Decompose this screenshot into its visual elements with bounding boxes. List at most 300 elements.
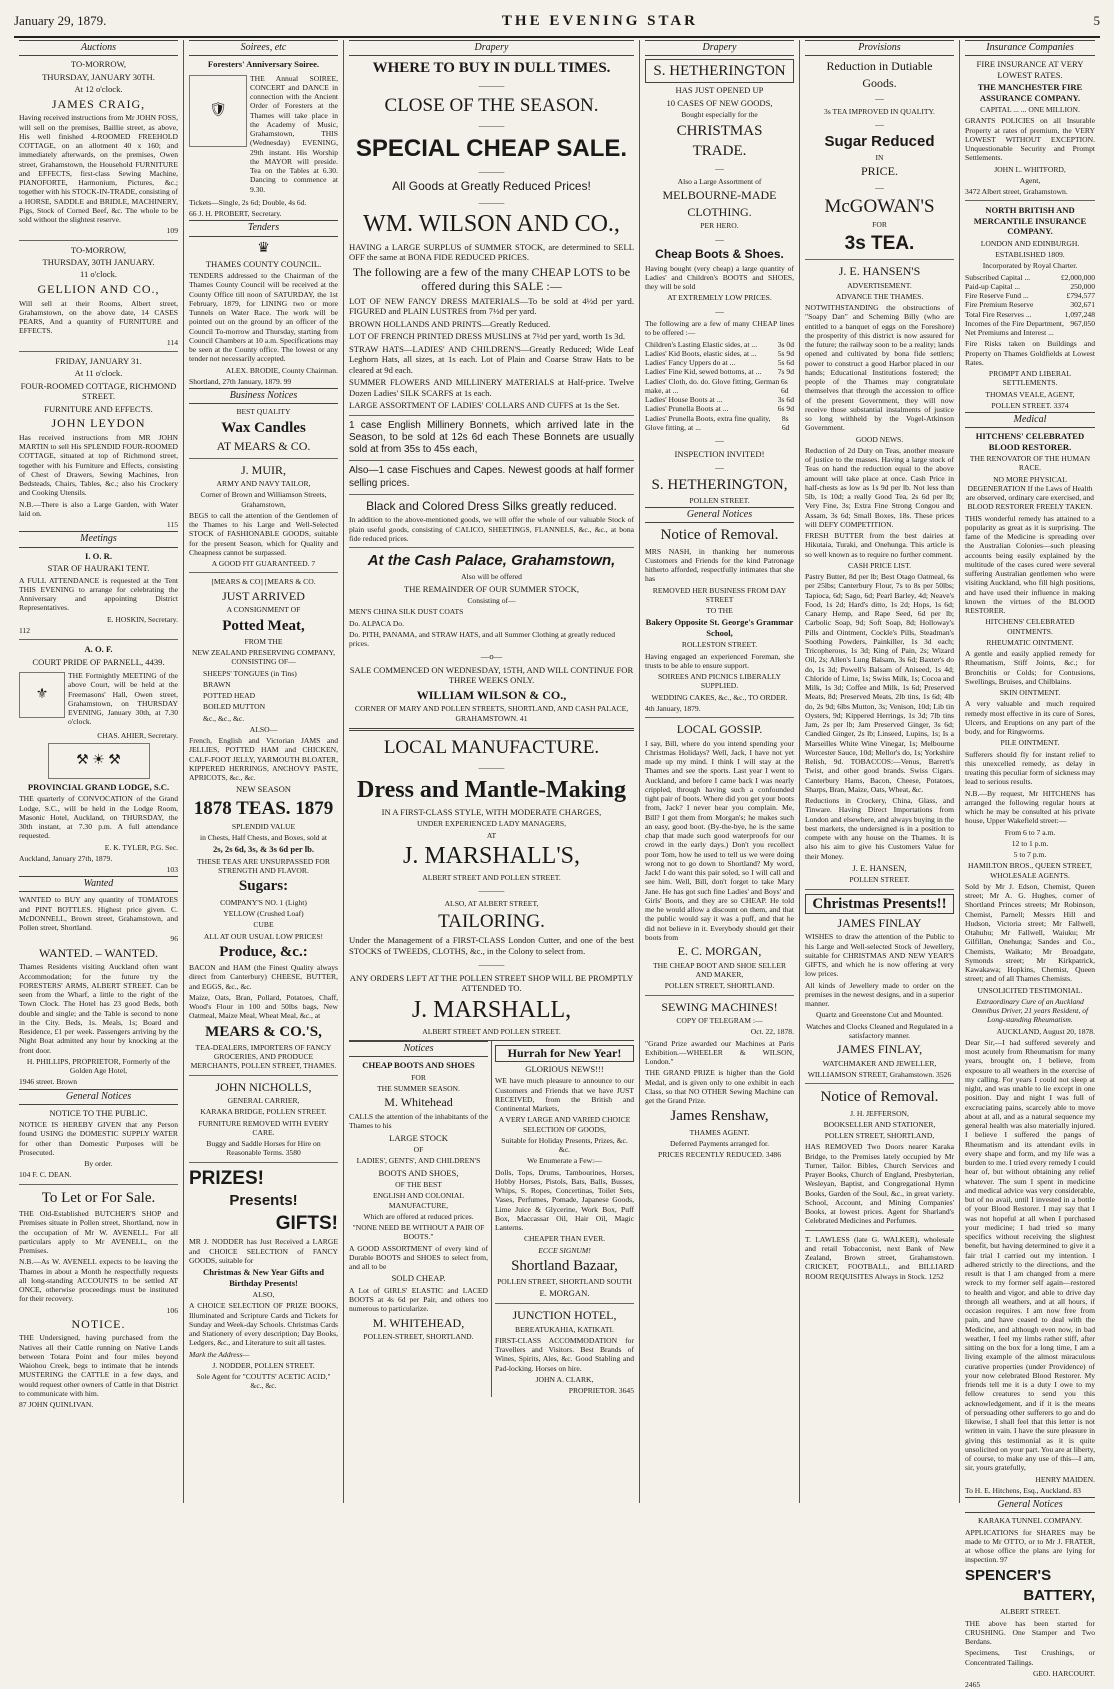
ad-text: BOOTS AND SHOES, — [378, 1167, 459, 1178]
ad-text: POLLEN STREET. — [689, 495, 750, 505]
dateline: Oct. 22, 1878. — [750, 1027, 794, 1037]
ad-headline: JUNCTION HOTEL, — [512, 1307, 617, 1322]
newspaper-columns — [14, 40, 1100, 1689]
ad-headline: Sugar Reduced — [824, 132, 935, 150]
price-item: Ladies' Prunella Boots at ... — [645, 404, 729, 414]
finance-label: Fire Premium Reserve — [965, 300, 1034, 310]
price-row — [645, 395, 794, 404]
tender-body: TENDERS addressed to the Chairman of the Thames County Council will be received at the County Office till noon of SATURDAY, the 1st February, 1879, for LINING two or more Tunnels on Water Race. The work will be pointed out on the ground by an officer of the Council To-morrow and Thursday, starting from Council Chambers at 10 a.m. Specifications may be seen at the County office. The lowest or any tender not necessarily accepted. — [189, 271, 338, 364]
ad-body: All kinds of Jewellery made to order on the premises in the newest designs, and in a superior manner. — [805, 980, 954, 1009]
auction-item: FURNITURE AND EFFECTS. — [44, 403, 153, 414]
ad-text: Extraordinary Cure of an Auckland Omnibus Driver, 21 years Resident, of Long-standing Rheumatism. — [971, 996, 1089, 1025]
ad-body: FURNITURE REMOVED WITH EVERY CARE. — [198, 1118, 329, 1137]
ad-text: UNDER EXPERIENCED LADY MANAGERS, — [416, 819, 567, 829]
column-drapery-main — [344, 40, 640, 1503]
council-name: THAMES COUNTY COUNCIL. — [205, 258, 322, 269]
hours: 12 to 1 p.m. — [1011, 838, 1049, 848]
finance-value: 302,671 — [1070, 300, 1095, 310]
price-row — [645, 340, 794, 349]
ad-text: LARGE STOCK — [389, 1132, 448, 1143]
ad-text: 3472 Albert street, Grahamstown. — [965, 187, 1068, 197]
ad-headline: Shortland Bazaar, — [511, 1257, 618, 1274]
ad-text: CASH PRICE LIST. — [848, 560, 911, 570]
ad-body: HAVING a LARGE SURPLUS of SUMMER STOCK, are determined to SELL OFF the same at BONA FIDE REDUCED PRICES. — [349, 241, 634, 263]
finance-row — [965, 291, 1095, 300]
ad-text: POLLEN STREET. 3374 — [991, 400, 1069, 410]
ad-text: A GOOD FIT GUARANTEED. 7 — [211, 559, 316, 569]
ad-headline: JOHN NICHOLLS, — [215, 1079, 312, 1094]
notice-body: NOTICE IS HEREBY GIVEN that any Person found USING the DOMESTIC SUPPLY WATER for other than Domestic Purposes will be Prosecuted. — [19, 1120, 178, 1157]
auction-body: Has received instructions from MR JOHN MARTIN to sell His SPLENDID FOUR-ROOMED COTTAGE, situated at top of Richmond street, together with his Furniture and Effects, consisting of Chest of Drawers, Sewing Machines, Iron Bedsteads, Chairs, Tables, &c.; also his Crockery and Cooking Utensils. — [19, 432, 178, 498]
ad-body: Fire Risks taken on Buildings and Property on Thames Goldfields at Lowest Rates. — [965, 339, 1095, 367]
ad-text: WATCHMAKER AND JEWELLER, — [822, 1058, 937, 1068]
ad-headline: J. MARSHALL, — [411, 996, 572, 1023]
ad-text: TO THE — [706, 606, 733, 616]
ad-text: AT MEARS & CO. — [216, 438, 311, 453]
signature: GEO. HARCOURT. — [1032, 1668, 1095, 1678]
ad-number: 103 — [166, 865, 178, 874]
ad-headline: LOCAL MANUFACTURE. — [383, 736, 600, 758]
divider: ——— — [478, 120, 505, 131]
ad-body: 1 case English Millinery Bonnets, which arrived late in the Season, to be sold at 12s 6d each These Bonnets are usually sold at from 35s to 45s each, — [349, 419, 634, 456]
ad-text: Corner of Brown and Williamson Streets, Grahamstown, — [200, 490, 327, 509]
list-item: YELLOW (Crushed Loaf) — [223, 909, 304, 919]
soiree-body: THE Annual SOIREE, CONCERT and DANCE in connection with the Ancient Order of Foresters at the Thames will take place in the Academy of Music, Grahamstown, THIS (Wednesday) EVENING, 29th instant. His Worship the MAYOR will preside. Tea on the Tables at 6.30. Dancing to commence at 9.30. — [250, 73, 338, 194]
divider: ——— — [478, 80, 505, 91]
section-heading: Insurance Companies — [965, 40, 1095, 56]
ad-body: NOTWITHSTANDING the obstructions of "Soapy Dan" and Scheming Billy (who are entitled to a banquet of eggs on the Foreshore) the prosperity of this district is now assured for the future; the railway soon to be a reality; lands opened and cultivated by bona fide settlers; power to construct a good Harbor placed in our hands; Educational Institutions fostered; the people of the Thames may congratulate themselves that through the accession to office of the present Government, they will now receive those substantial instalments of justice so long withheld by the Vogel-Atkinson Government. — [805, 303, 954, 433]
ad-text: THAMES AGENT. — [689, 1127, 750, 1137]
list-item: STRAW HATS—LADIES' AND CHILDREN'S—Greatly Reduced; Wide Leaf Leghorn Hats, all sizes, at 1s each. Lot of Plain and Coarse Straw Hats to be cleared at 9d each. — [349, 343, 634, 375]
signature: E. K. TYLER, P.G. Sec. — [104, 842, 178, 852]
ad-text: OF THE BEST — [395, 1180, 442, 1190]
ad-body: WE have much pleasure to announce to our Customers and Friends that we have JUST RECEIVED, from the British and Continental Markets, — [495, 1076, 634, 1114]
signature: 66 J. H. PROBERT, Secretary. — [189, 209, 282, 219]
signature: 104 F. C. DEAN. — [19, 1170, 72, 1180]
divider — [189, 572, 338, 573]
ad-body: THIS wonderful remedy has attained to a popularity as great as it is surprising. The fame of the Medicine is spreading over the Australian Colonies—such pleasing accounts being easily explained by the multitude of the cases cured were several suffering Australian gentlemen who were visiting Auckland, who fill high positions, and have used their influence in making known the virtues of the BLOOD RESTORER. — [965, 513, 1095, 616]
ad-text: GENERAL CARRIER, — [227, 1096, 300, 1106]
lodge-sub: COURT PRIDE OF PARNELL, 4439. — [32, 656, 165, 667]
ad-text: THE REMAINDER OF OUR SUMMER STOCK, — [403, 583, 580, 594]
ad-headline: McGOWAN'S — [824, 196, 935, 218]
ad-text: ADVANCE THE THAMES. — [835, 291, 924, 301]
ad-headline: Notice of Removal. — [820, 1089, 939, 1106]
ad-headline: FIRE INSURANCE AT VERY LOWEST RATES. — [976, 59, 1084, 80]
divider — [645, 717, 794, 718]
ad-headline: SPECIAL CHEAP SALE. — [355, 134, 628, 162]
ad-headline: HITCHENS' CELEBRATED BLOOD RESTORER. — [975, 431, 1085, 452]
price-item: Ladies' Cloth, do. do. Glove fitting, German make, at ... — [645, 376, 780, 395]
ad-headline: Christmas & New Year Gifts and Birthday Presents! — [202, 1267, 325, 1288]
price-value: 3s 0d — [777, 339, 794, 349]
ad-headline: Goods. — [862, 75, 897, 90]
price-value: 7s 9d — [777, 367, 794, 377]
ad-text: THE SUMMER SEASON. — [377, 1084, 460, 1094]
ad-text: Agent, — [1019, 175, 1041, 185]
ad-body: Reduction of 2d Duty on Teas, another measure of justice to the masses. Having a large stock of Teas on hand the reduction equal to the above amount will take place at once. Cash Price in half-chests as low as 1s 9d per lb. Not less than 5lb, 1s 10d; a really Good Tea, 2s 6d per lb; Very Fine, 3s; Extra Fine Strong Congou and Assam, 3s 6d; Small Boxes, 18s. These prices will DEFY COMPETITION. — [805, 445, 954, 529]
ad-text: 3s TEA IMPROVED IN QUALITY. — [824, 106, 935, 116]
ad-text: NEW SEASON — [236, 784, 291, 795]
divider — [349, 728, 634, 731]
section-heading: Tenders — [189, 220, 338, 236]
divider — [965, 200, 1095, 201]
crest-icon: ♛ — [257, 240, 270, 256]
ad-body: A very valuable and much required remedy most effective in its cure of Sores, Ulcers, and Eruptions on any part of the body, and for Ringworms. — [965, 699, 1095, 737]
section-heading: General Notices — [19, 1089, 178, 1105]
ad-text: ALBERT STREET AND POLLEN STREET. — [422, 873, 561, 883]
ad-text: FROM THE — [244, 636, 283, 646]
ad-text: Sole Agent for "COUTTS' ACETIC ACID," &c., &c. — [196, 1372, 331, 1391]
finance-row — [965, 319, 1095, 338]
divider — [19, 240, 178, 241]
ad-headline: Reduction in Dutiable — [826, 59, 933, 74]
section-heading: Business Notices — [189, 388, 338, 404]
divider: — — [715, 163, 724, 174]
ad-text: Consisting of— — [467, 596, 516, 606]
ad-body: CALLS the attention of the inhabitants of the Thames to his — [349, 1112, 488, 1131]
finance-value: 250,000 — [1070, 281, 1095, 291]
ad-text: SKIN OINTMENT. — [999, 688, 1061, 698]
ad-headline: Dress and Mantle-Making — [357, 776, 626, 803]
ad-body: APPLICATIONS for SHARES may be made to Mr OTTO, or to Mr J. FRATER, at whose office the plans are lying for inspection. 97 — [965, 1527, 1095, 1565]
ad-headline: Cheap Boots & Shoes. — [655, 247, 784, 262]
ad-text: Watches and Clocks Cleaned and Regulated in a satisfactory manner. — [806, 1021, 953, 1040]
list-item: SHEEPS' TONGUES (in Tins) — [203, 668, 297, 678]
divider — [495, 1303, 634, 1304]
ad-headline: J. MUIR, — [240, 462, 286, 477]
ad-body: Sufferers should fly for instant relief to this unexcelled remedy, as delay in treating this peculiar form of sickness may lead to serious results. — [965, 749, 1095, 787]
ad-text: SOLD CHEAP. — [391, 1273, 446, 1284]
lodge-name: I. O. R. — [85, 550, 112, 561]
signature: M. WHITEHEAD, — [372, 1315, 465, 1330]
ad-text: IN A FIRST-CLASS STYLE, WITH MODERATE CHARGES, — [381, 806, 602, 817]
ad-text: HITCHENS' CELEBRATED OINTMENTS. — [985, 617, 1075, 636]
ad-text: PRICES RECENTLY REDUCED. 3486 — [658, 1150, 781, 1160]
ad-headline: JAMES FINLAY — [837, 915, 922, 930]
section-heading: Soirees, etc — [189, 40, 338, 56]
price-row — [645, 404, 794, 413]
ad-headline: James Renshaw, — [670, 1108, 769, 1125]
ad-text: CORNER OF MARY AND POLLEN STREETS, SHORTLAND, AND CASH PALACE, GRAHAMSTOWN. 41 — [354, 704, 629, 723]
ad-headline: PRICE. — [860, 164, 898, 179]
ad-body: HAS REMOVED Two Doors nearer Karaka Bridge, to the Premises lately occupied by Mr Turner, Tailor. Bibles, Church Services and Prayer Books, Church of England, Presbyterian, Wesleyan, Baptist, and Congregational Hymn Books, Garden of the Soul, &c., in great variety. School, Account, and Mining Companies' Books, at lowest prices. Agent for Sharland's Celebrated Medicines and Perfumes. — [805, 1142, 954, 1226]
ad-headline: CHRISTMAS — [676, 122, 763, 139]
divider — [19, 351, 178, 352]
ad-headline: Hurrah for New Year! — [495, 1045, 634, 1062]
ad-text: THESE TEAS ARE UNSURPASSED FOR STRENGTH AND FLAVOR. — [197, 856, 330, 876]
finance-value: 967,050 — [1070, 318, 1095, 328]
ad-text: ALSO, AT ALBERT STREET, — [444, 898, 539, 908]
signature: J. NODDER, POLLEN STREET. — [212, 1360, 315, 1370]
ad-text: Deferred Payments arranged for. — [669, 1139, 770, 1148]
ad-headline: SPENCER'S — [965, 1566, 1052, 1584]
signature: E. HOSKIN, Secretary. — [107, 614, 178, 624]
masthead — [14, 6, 1100, 38]
ad-text: NEW ZEALAND PRESERVING COMPANY, CONSISTING OF— — [191, 648, 336, 667]
ad-text: BEREATUKAHIA, KATIKATI. — [515, 1324, 614, 1334]
price-value: 6s 9d — [777, 404, 794, 414]
signature: H. PHILLIPS, PROPRIETOR, Formerly of the Golden Age Hotel, — [26, 1056, 171, 1076]
ad-text: RHEUMATIC OINTMENT. — [986, 637, 1074, 647]
ad-text: PROPRIETOR. 3645 — [568, 1386, 634, 1396]
ad-text: ECCE SIGNUM! — [538, 1245, 591, 1255]
ad-text: To H. E. Hitchens, Esq., Auckland. 83 — [965, 1485, 1081, 1495]
ad-headline: GIFTS! — [275, 1213, 338, 1235]
ad-text: SOIREES AND PICNICS LIBERALLY SUPPLIED. — [657, 672, 782, 691]
ad-text: Also a Large Assortment of — [677, 176, 762, 186]
list-item: BROWN HOLLANDS AND PRINTS—Greatly Reduced. — [349, 318, 551, 329]
section-heading: Provisions — [805, 40, 954, 56]
ad-text: "NONE NEED BE WITHOUT A PAIR OF BOOTS." — [352, 1223, 485, 1242]
notice-body: THE Old-Established BUTCHER'S SHOP and Premises situate in Pollen street, Shortland, now in the occupation of Mr W. AVENELL. For all particulars apply to Mr AVENELL, on the Premises. — [19, 1209, 178, 1256]
finance-row — [965, 300, 1095, 309]
ad-headline: J. MARSHALL'S, — [402, 842, 581, 869]
ad-headline: PRIZES! — [189, 1167, 264, 1189]
ad-text: UNSOLICITED TESTIMONIAL. — [977, 985, 1083, 995]
ad-text: Suitable for Holiday Presents, Prizes, &c. &c. — [501, 1135, 628, 1155]
section-heading: Drapery — [349, 40, 634, 56]
wanted-body: WANTED to BUY any quantity of TOMATOES and PINT BOTTLES. Highest price given. C. McDONNELL, Brown street, Grahamstown, and Pollen street, Shortland. — [19, 895, 178, 933]
ad-text: FOR — [872, 220, 887, 230]
finance-label: Incomes of the Fire Department, Net Premiums and Interest ... — [965, 318, 1064, 338]
divider: — — [875, 93, 884, 104]
ad-text: [MEARS & CO] [MEARS & CO. — [211, 577, 316, 587]
signature: CHAS. AHIER, Secretary. — [97, 730, 178, 740]
ad-headline: Notice of Removal. — [660, 527, 779, 544]
ad-text: Incorporated by Royal Charter. — [982, 261, 1078, 271]
divider — [189, 1075, 338, 1076]
list-item: MEN'S CHINA SILK DUST COATS — [349, 607, 464, 617]
ad-headline: 1878 TEAS. 1879 — [193, 797, 334, 819]
price-item: Ladies' Kid Boots, elastic sides, at ... — [645, 348, 757, 358]
ad-text: KARAKA BRIDGE, POLLEN STREET. — [200, 1107, 327, 1117]
ad-text: PROMPT AND LIBERAL SETTLEMENTS. — [988, 369, 1072, 388]
ad-text: POLLEN STREET. — [849, 875, 910, 885]
auction-time: 11 o'clock. — [79, 269, 118, 280]
auction-date: THURSDAY, 30TH JANUARY. — [42, 257, 155, 267]
auction-item: FOUR-ROOMED COTTAGE, RICHMOND STREET. — [20, 380, 177, 402]
ad-text: INSPECTION INVITED! — [674, 448, 765, 459]
ad-text: SPLENDID VALUE — [231, 821, 296, 831]
list-item: POTTED HEAD — [203, 691, 256, 701]
list-item: LOT OF NEW FANCY DRESS MATERIALS—To be sold at 4½d per yard. FIGURED and PLAIN LUSTRES from 7½d per yard. — [349, 295, 634, 317]
ad-headline: M. Whitehead — [384, 1095, 453, 1110]
auction-date: TO-MORROW, — [70, 59, 127, 70]
masthead-date: January 29, 1879. — [14, 13, 107, 28]
auction-date: THURSDAY, JANUARY 30TH. — [42, 71, 155, 82]
ad-text: 10 CASES OF NEW GOODS, — [666, 97, 773, 108]
ad-headline: TAILORING. — [438, 911, 545, 933]
dateline: Shortland, 27th January, 1879. 99 — [189, 376, 292, 386]
ad-headline: Presents! — [229, 1191, 298, 1209]
ad-number: 106 — [166, 1305, 178, 1315]
divider: ——— — [478, 762, 505, 773]
ad-number: 114 — [166, 337, 178, 347]
price-row — [645, 358, 794, 367]
ad-text: ADVERTISEMENT. — [847, 280, 912, 290]
ad-text: ALBERT STREET AND POLLEN STREET. — [422, 1027, 561, 1036]
ad-text: FOR — [411, 1072, 426, 1082]
ad-number: 1946 street. Brown — [19, 1077, 77, 1087]
ad-text: ANY ORDERS LEFT AT THE POLLEN STREET SHOP WILL BE PROMPTLY ATTENDED TO. — [349, 972, 634, 994]
soiree-block — [189, 72, 338, 196]
ad-text: ESTABLISHED 1809. — [995, 250, 1065, 260]
ad-body: Reductions in Crockery, China, Glass, and Tinware. Having Direct Importations from London and elsewhere, and always buying in the best markets, the undersigned is in a position to compete with any house on the Thames. It is also his aim to give his Customers Value for their Money. — [805, 796, 954, 861]
ad-text: ENGLISH AND COLONIAL MANUFACTURE, — [372, 1191, 465, 1210]
divider: — — [715, 462, 724, 473]
ad-body: MRS NASH, in thanking her numerous Customers and Friends for the kind Patronage hitherto afforded, respectfully intimates that she has — [645, 546, 794, 584]
divider — [805, 889, 954, 890]
ad-text: AT EXTREMELY LOW PRICES. — [667, 293, 772, 303]
ad-text: Quartz and Greenstone Cut and Mounted. — [816, 1010, 943, 1020]
list-item: BOILED MUTTON — [203, 702, 266, 712]
section-heading: Drapery — [645, 40, 794, 56]
divider: — — [715, 233, 724, 244]
ad-text: CHEAPER THAN EVER. — [523, 1234, 606, 1244]
dateline: Auckland, January 27th, 1879. — [19, 853, 113, 863]
ad-body: N.B.—By request, Mr HITCHENS has arranged the following regular hours at which he may be consulted at his private house, Upper Wakefield street:— — [965, 788, 1095, 826]
divider — [189, 458, 338, 459]
list-item: Do. PITH, PANAMA, and STRAW HATS, and all Summer Clothing at greatly reduced prices. — [349, 629, 615, 649]
divider — [349, 547, 634, 548]
ad-headline: TRADE. — [692, 143, 747, 159]
divider — [805, 1083, 954, 1084]
divider: —o— — [480, 651, 503, 662]
list-item: SUMMER FLOWERS AND MILLINERY MATERIALS at Half-price. Twelve Dozen Ladies' SILK SCARFS at 1s each. — [349, 377, 634, 398]
signature: JOHN L. WHITFORD, — [994, 164, 1066, 174]
ad-headline: CLOTHING. — [687, 204, 752, 219]
ad-body: "Grand Prize awarded our Machines at Paris Exhibition.—WHEELER & WILSON, London." — [645, 1038, 794, 1067]
finance-value: £794,577 — [1066, 291, 1095, 301]
ad-body: Specimens, Test Crushings, or Concentrated Tailings. — [965, 1648, 1095, 1667]
finance-row — [965, 282, 1095, 291]
meeting-body: A FULL ATTENDANCE is requested at the Tent THIS EVENING to arrange for celebrating the Anniversary and appointing District Representatives. — [19, 575, 178, 613]
ad-text: A CONSIGNMENT OF — [226, 605, 301, 615]
column-insurance — [960, 40, 1100, 1689]
finance-label: Paid-up Capital ... — [965, 281, 1021, 291]
divider — [189, 1162, 338, 1163]
ad-text: PILE OINTMENT. — [1000, 738, 1060, 748]
column-drapery — [640, 40, 800, 1503]
divider — [19, 1184, 178, 1185]
price-item: Ladies' Fancy Uppers do at ... — [645, 358, 736, 368]
hours: 5 to 7 p.m. — [1013, 850, 1047, 860]
ad-headline: CLOSE OF THE SEASON. — [384, 94, 599, 116]
price-item: Children's Lasting Elastic sides, at ... — [645, 339, 758, 349]
ad-body: In addition to the above-mentioned goods, we will offer the whole of our valuable Stock of plain useful goods, consisting of CALICO, SHEETINGS, FLANNELS, &c., &c., at bona fide reduced prices. — [349, 515, 634, 543]
ad-text: TEA-DEALERS, IMPORTERS OF FANCY GROCERIES, AND PRODUCE MERCHANTS, POLLEN STREET, THAMES. — [190, 1042, 337, 1071]
foresters-crest-icon: 🛡 — [189, 75, 247, 147]
ad-body: GRANTS POLICIES on all Insurable Property at rates of premium, the VERY LOWEST WITHOUT EXCEPTION. Unquestionable Security and Prompt Settlements. — [965, 116, 1095, 163]
signature: JOHN A. CLARK, — [535, 1374, 594, 1384]
divider: — — [875, 119, 884, 130]
ad-text: Mark the Address— — [189, 1349, 250, 1359]
ad-text: SALE COMMENCED ON WEDNESDAY, 15TH, AND WILL CONTINUE FOR THREE WEEKS ONLY. — [349, 664, 634, 686]
meeting-body: THE Fortnightly MEETING of the above Court, will be held at the Freemasons' Hall, Owen street, Grahamstown, on THURSDAY EVENING, January 30th, at 7.30 o'clock. — [68, 671, 178, 727]
bazaar-ad — [492, 1041, 634, 1397]
ad-body: BEGS to call the attention of the Gentlemen of the Thames to his Large and Well-Selected STOCK of FASHIONABLE GOODS, suitable for the present Season, which for Quality and Cheapness cannot be surpassed. — [189, 510, 338, 557]
column-soirees — [184, 40, 344, 1503]
ad-headline: CHEAP BOOTS AND SHOES — [362, 1060, 475, 1071]
list-item: &c., &c., &c. — [203, 713, 245, 723]
ad-text: POLLEN STREET, SHORTLAND. — [664, 981, 775, 991]
ad-body: FIRST-CLASS ACCOMMODATION for Travellers and Visitors. Best Brands of Wines, Spirits, Ales, &c. Good Stabling and Pad-locking. Horses on hire. — [495, 1335, 634, 1373]
ad-text: ARMY AND NAVY TAILOR, — [216, 479, 311, 489]
finance-value: 1,097,248 — [1064, 309, 1095, 319]
dateline: AUCKLAND, August 20, 1878. — [996, 1026, 1095, 1036]
ad-headline: Produce, &c.: — [219, 943, 308, 960]
masthead-page: 5 — [1093, 13, 1100, 28]
notices-row — [349, 1040, 634, 1397]
ad-body: WISHES to draw the attention of the Public to his Large and Well-selected Stock of Jewellery, suitable for CHRISTMAS AND NEW YEAR'S GIFTS, and which he is now offering at very low prices. — [805, 932, 954, 979]
ad-text: CAPITAL ... ... ONE MILLION. — [980, 105, 1080, 115]
auction-date: FRIDAY, JANUARY 31. — [55, 355, 142, 366]
ad-text: OF — [413, 1145, 424, 1155]
ad-headline: THE MANCHESTER FIRE ASSURANCE COMPANY. — [977, 82, 1083, 103]
ad-headline: Christmas Presents!! — [805, 894, 954, 914]
ad-text: HAMILTON BROS., QUEEN STREET, WHOLESALE AGENTS. — [968, 861, 1092, 880]
ad-headline: J. E. HANSEN'S — [838, 263, 921, 278]
auctioneer-name: JAMES CRAIG, — [51, 96, 146, 111]
notice-title: NOTICE TO THE PUBLIC. — [49, 1107, 148, 1118]
auction-date: TO-MORROW, — [70, 244, 127, 255]
ad-text: ALBERT STREET. — [999, 1607, 1060, 1617]
ad-text: LONDON AND EDINBURGH. — [980, 238, 1080, 248]
price-value: 8s 6d — [781, 413, 790, 432]
ad-text: All Goods at Greatly Reduced Prices! — [392, 179, 591, 194]
signature: E. MORGAN. — [539, 1288, 590, 1299]
price-value: 5s 6d — [777, 358, 794, 368]
ad-headline: JUST ARRIVED — [222, 588, 305, 603]
price-value: 3s 6d — [777, 395, 794, 405]
price-row — [645, 377, 794, 396]
ad-body: Having bought (very cheap) a large quantity of Ladies' and Children's BOOTS and SHOES, they will be sold — [645, 263, 794, 292]
divider — [349, 494, 634, 495]
auction-time: At 12 o'clock. — [74, 84, 123, 95]
ad-text: The following are a few of many CHEAP lines to be offered :— — [645, 319, 794, 338]
ad-text: LADIES', GENTS', AND CHILDREN'S — [356, 1156, 481, 1166]
ad-text: POLLEN-STREET, SHORTLAND. — [363, 1332, 474, 1342]
ad-headline: WILLIAM WILSON & CO., — [416, 687, 567, 702]
divider — [805, 259, 954, 260]
ad-text: A VERY LARGE AND VARIED CHOICE SELECTION OF GOODS, — [498, 1115, 631, 1134]
ad-text: J. H. JEFFERSON, — [850, 1108, 909, 1118]
section-heading: General Notices — [645, 507, 794, 523]
ad-text: COPY OF TELEGRAM :— — [676, 1016, 763, 1026]
price-row — [645, 349, 794, 358]
ad-text: We Enumerate a Few:— — [527, 1156, 602, 1166]
price-value: 6s 6d — [780, 376, 789, 395]
signature: THOMAS VEALE, AGENT, — [985, 389, 1075, 399]
lodge-name: PROVINCIAL GRAND LODGE, S.C. — [27, 781, 170, 792]
ad-headline: Potted Meat, — [222, 617, 305, 634]
dateline: 4th January, 1879. — [645, 703, 701, 713]
ad-headline: KARAKA TUNNEL COMPANY. — [977, 1516, 1082, 1526]
section-heading: Wanted — [19, 876, 178, 892]
aof-block — [19, 669, 178, 729]
wanted-body: Thames Residents visiting Auckland often want Accommodation; for the future try the FORESTERS' ARMS, ALBERT STREET. Can be seen from the Wharf, a little to the right of the Town Clock. The Hotel has 23 good Beds, both double and single; and the Table is second to none in the City. Beds, 1s. Meals, 1s; Board and Residence, £1 per week. Passengers arriving by the Night Boat admitted any hour by knocking at the front door. — [19, 962, 178, 1055]
ad-headline: MELBOURNE-MADE — [662, 188, 777, 203]
signature: HENRY MAIDEN. — [1035, 1474, 1095, 1484]
list-item: BRAWN — [203, 679, 231, 689]
auction-note: N.B.—There is also a Large Garden, with Water laid on. — [19, 499, 178, 518]
ad-body: Dolls, Tops, Drums, Tambourines, Horses, Hobby Horses, Pistols, Bats, Balls, Busses, Whips, S. Ropes, Concertinas, Toilet Sets, Vases, Perfumes, Pomade, Japanese Goods, Lime Juice & Glycerine, Work Box, Puff Box, Maccassar Oil, Hair Oil, Magic Lanterns. — [495, 1167, 634, 1233]
notice-body: THE Undersigned, having purchased from the Natives all their Cattle running on Native Lands between Totara Point and four miles beyond Waiohou Creek, begs to intimate that he intends MUSTERING the CATTLE in a few days, and would request other owners of Cattle in that District to communicate with him. — [19, 1333, 178, 1398]
ad-headline: Bakery Opposite St. George's Grammar School, — [645, 617, 794, 638]
ad-number: 2465 — [965, 1680, 981, 1689]
ad-text: IN — [875, 152, 884, 162]
